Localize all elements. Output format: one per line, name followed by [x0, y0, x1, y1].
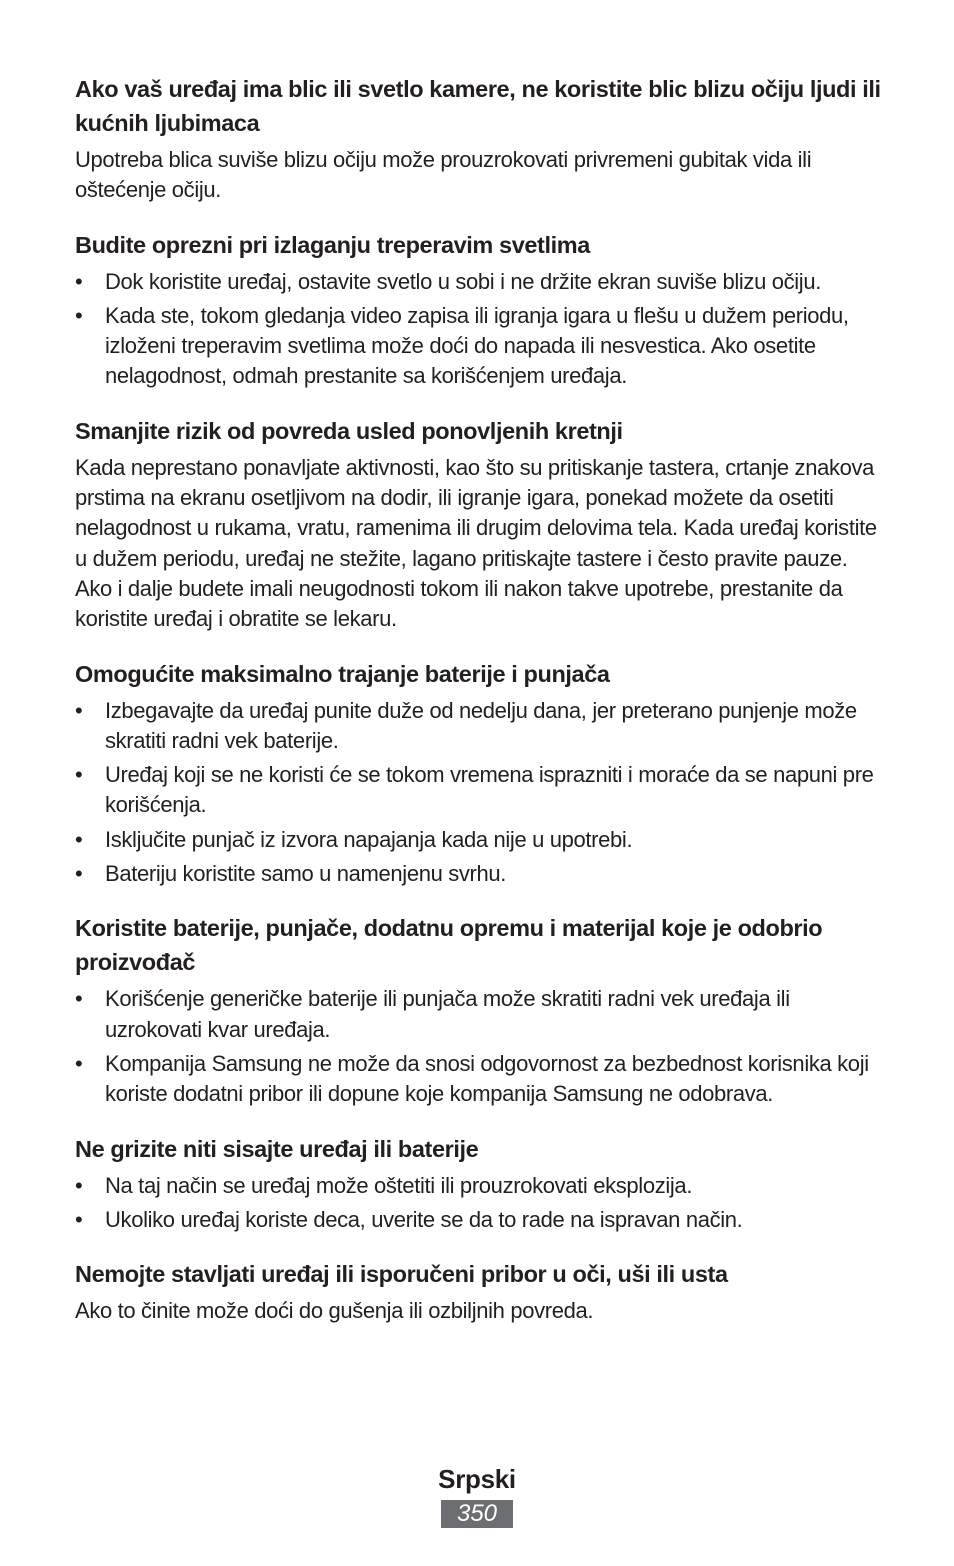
list-item-text: Kada ste, tokom gledanja video zapisa ili igranja igara u flešu u dužem periodu, izloženi treperavim svetlima može doći do napada ili nesvestica. Ako osetite nelagodnost, odmah prestanite sa korišćenjem uređaja.	[105, 302, 849, 389]
section-paragraph: Ako to činite može doći do gušenja ili ozbiljnih povreda.	[75, 1298, 594, 1324]
list-item-text: Bateriju koristite samo u namenjenu svrhu.	[105, 861, 507, 887]
list-item	[75, 301, 885, 392]
list-item-text: Uređaj koji se ne koristi će se tokom vremena isprazniti i moraće da se napuni pre korišćenja.	[105, 762, 874, 818]
bullet-icon: •	[75, 268, 83, 294]
section-approved-accessories	[75, 911, 885, 1109]
bullet-icon: •	[75, 1050, 83, 1076]
section-paragraph: Upotreba blica suviše blizu očiju može prouzrokovati privremeni gubitak vida ili oštećenje očiju.	[75, 147, 812, 203]
bullet-icon: •	[75, 1206, 83, 1232]
bullet-icon: •	[75, 861, 83, 887]
list-item	[75, 1049, 885, 1110]
list-item	[75, 859, 885, 889]
section-heading: Budite oprezni pri izlaganju treperavim svetlima	[75, 231, 590, 258]
section-heading: Koristite baterije, punjače, dodatnu opremu i materijal koje je odobrio proizvođač	[75, 915, 823, 976]
section-camera-flash	[75, 72, 885, 206]
list-item	[75, 1205, 885, 1235]
section-do-not-bite	[75, 1132, 885, 1236]
bullet-icon: •	[75, 302, 83, 328]
list-item	[75, 696, 885, 757]
footer-language: Srpski	[438, 1464, 516, 1494]
section-battery-life	[75, 657, 885, 890]
section-heading: Omogućite maksimalno trajanje baterije i punjača	[75, 660, 610, 687]
section-flashing-lights	[75, 228, 885, 392]
list-item-text: Na taj način se uređaj može oštetiti ili prouzrokovati eksplozija.	[105, 1172, 693, 1198]
list-item	[75, 984, 885, 1045]
bullet-icon: •	[75, 1172, 83, 1198]
list-item	[75, 1171, 885, 1201]
list-item-text: Isključite punjač iz izvora napajanja kada nije u upotrebi.	[105, 826, 633, 852]
bullet-list	[75, 984, 885, 1109]
section-heading: Nemojte stavljati uređaj ili isporučeni pribor u oči, uši ili usta	[75, 1261, 728, 1288]
bullet-list	[75, 696, 885, 890]
list-item-text: Izbegavajte da uređaj punite duže od nedelju dana, jer preterano punjenje može skratiti radni vek baterije.	[105, 697, 857, 753]
page-number: 350	[441, 1500, 513, 1528]
list-item-text: Kompanija Samsung ne može da snosi odgovornost za bezbednost korisnika koji koriste dodatni pribor ili dopune koje kompanija Samsung ne odobrava.	[105, 1050, 869, 1107]
bullet-list	[75, 267, 885, 392]
list-item-text: Ukoliko uređaj koriste deca, uverite se da to rade na ispravan način.	[105, 1206, 743, 1232]
section-heading: Smanjite rizik od povreda usled ponovljenih kretnji	[75, 417, 623, 444]
bullet-list	[75, 1171, 885, 1236]
list-item	[75, 825, 885, 855]
document-body	[75, 72, 885, 1348]
section-paragraph: Kada neprestano ponavljate aktivnosti, kao što su pritiskanje tastera, crtanje znakova prstima na ekranu osetljivom na dodir, ili igranje igara, ponekad možete da osetiti nelagodnost u rukama, vratu, ramenima ili drugim delovima tela. Kada uređaj koristite u dužem periodu, uređaj ne stežite, lagano pritiskajte tastere i često pravite pauze. Ako i dalje budete imali neugodnosti tokom ili nakon takve upotrebe, prestanite da koristite uređaj i obratite se lekaru.	[75, 454, 877, 632]
section-heading: Ne grizite niti sisajte uređaj ili baterije	[75, 1135, 479, 1162]
bullet-icon: •	[75, 826, 83, 852]
list-item-text: Dok koristite uređaj, ostavite svetlo u sobi i ne držite ekran suviše blizu očiju.	[105, 268, 821, 294]
bullet-icon: •	[75, 697, 83, 723]
list-item	[75, 760, 885, 821]
section-eyes-ears-mouth	[75, 1257, 885, 1326]
section-heading: Ako vaš uređaj ima blic ili svetlo kamere, ne koristite blic blizu očiju ljudi ili kućnih ljubimaca	[75, 76, 881, 136]
list-item-text: Korišćenje generičke baterije ili punjača može skratiti radni vek uređaja ili uzrokovati kvar uređaja.	[105, 986, 790, 1042]
page-footer	[0, 1462, 954, 1528]
section-repetitive-motion	[75, 414, 885, 635]
list-item	[75, 267, 885, 297]
bullet-icon: •	[75, 762, 83, 788]
bullet-icon: •	[75, 986, 83, 1012]
